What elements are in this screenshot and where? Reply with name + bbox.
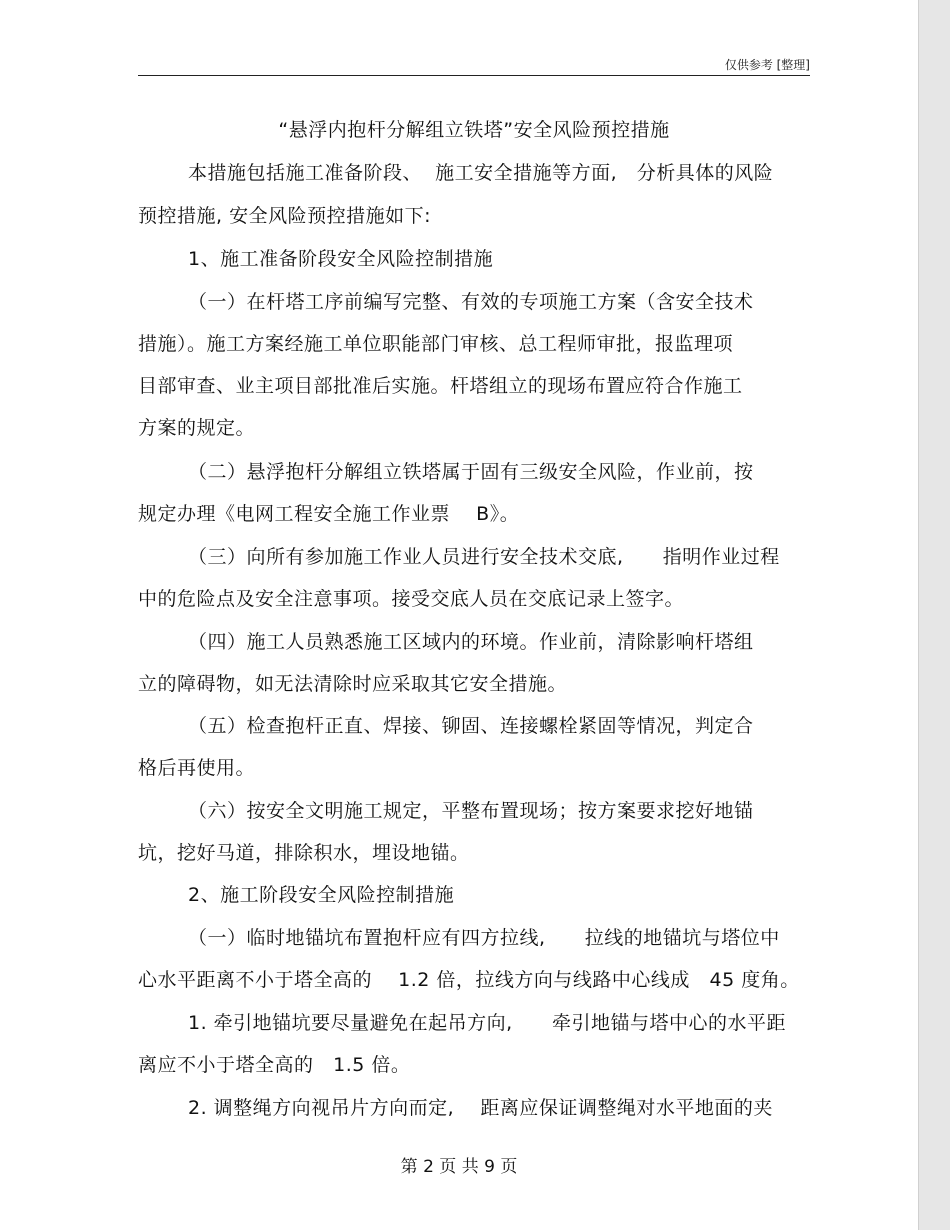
paragraph-line: 方案的规定。 [138,417,256,439]
paragraph-line: 格后再使用。 [138,757,256,779]
paragraph-line: （六）按安全文明施工规定，平整布置现场；按方案要求挖好地锚 [188,800,754,822]
paragraph-line: （一）临时地锚坑布置抱杆应有四方拉线, 拉线的地锚坑与塔位中 [188,927,780,949]
paragraph-line: 中的危险点及安全注意事项。接受交底人员在交底记录上签字。 [138,588,685,610]
paragraph-line: （二）悬浮抱杆分解组立铁塔属于固有三级安全风险，作业前，按 [188,461,754,483]
paragraph-line: （三）向所有参加施工作业人员进行安全技术交底, 指明作业过程 [188,546,780,568]
paragraph-line: 本措施包括施工准备阶段、 施工安全措施等方面, 分析具体的风险 [188,162,774,184]
paragraph-line: 1. 牵引地锚坑要尽量避免在起吊方向, 牵引地锚与塔中心的水平距 [188,1012,786,1034]
paragraph-line: 预控措施, 安全风险预控措施如下: [138,205,431,227]
section-heading: 2、施工阶段安全风险控制措施 [188,884,455,906]
paragraph-line: 规定办理《电网工程安全施工作业票 B》。 [138,503,520,525]
paragraph-line: 坑，挖好马道，排除积水，埋设地锚。 [138,842,470,864]
page-header: 仅供参考 [整理] [724,58,810,72]
paragraph-line: 离应不小于塔全高的 1.5 倍。 [138,1054,411,1076]
paragraph-line: 目部审查、业主项目部批准后实施。杆塔组立的现场布置应符合作施工 [138,375,743,397]
header-divider [138,75,810,76]
paragraph-line: 立的障碍物，如无法清除时应采取其它安全措施。 [138,673,568,695]
paragraph-line: （一）在杆塔工序前编写完整、有效的专项施工方案（含安全技术 [188,291,754,313]
page-footer: 第 2 页 共 9 页 [400,1157,518,1177]
section-heading: 1、施工准备阶段安全风险控制措施 [188,248,494,270]
document-title: “悬浮内抱杆分解组立铁塔”安全风险预控措施 [278,119,670,141]
paragraph-line: （五）检查抱杆正直、焊接、铆固、连接螺栓紧固等情况，判定合 [188,715,754,737]
paragraph-line: 措施）。施工方案经施工单位职能部门审核、总工程师审批，报监理项 [138,333,734,355]
paragraph-line: 2. 调整绳方向视吊片方向而定, 距离应保证调整绳对水平地面的夹 [188,1097,773,1119]
paragraph-line: 心水平距离不小于塔全高的 1.2 倍，拉线方向与线路中心线成 45 度角。 [138,969,800,991]
paragraph-line: （四）施工人员熟悉施工区域内的环境。作业前，清除影响杆塔组 [188,631,754,653]
